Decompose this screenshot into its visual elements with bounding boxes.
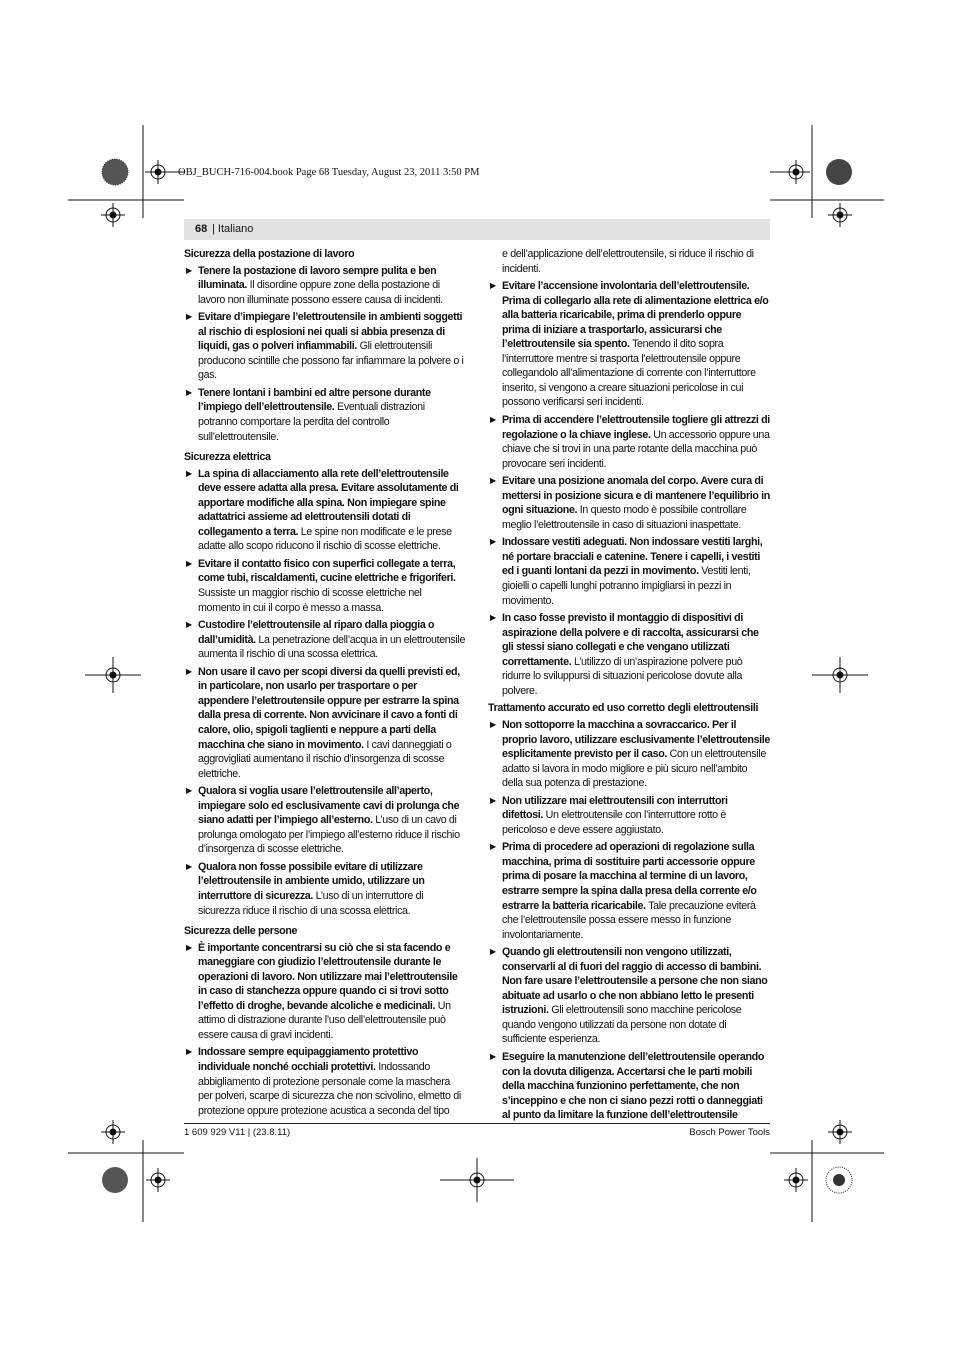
bullet-triangle-icon: ▶ xyxy=(490,795,496,805)
list-item xyxy=(488,535,770,608)
bullet-triangle-icon: ▶ xyxy=(186,387,192,397)
bullet-triangle-icon: ▶ xyxy=(490,842,496,852)
bullet-triangle-icon: ▶ xyxy=(490,281,496,291)
item-text: Sussiste un maggior rischio di scosse elettriche nel momento in cui il corpo è messo a massa. xyxy=(198,587,422,614)
item-bold: Prima di accendere l’elettroutensile togliere gli attrezzi di regolazione o la chiave inglese. xyxy=(502,414,770,441)
continued-text xyxy=(488,247,770,276)
header-language xyxy=(212,223,253,235)
list-item xyxy=(488,945,770,1047)
bullet-triangle-icon: ▶ xyxy=(490,1051,496,1061)
list-item xyxy=(184,467,466,554)
right-column xyxy=(488,247,770,1126)
header-language-text: Italiano xyxy=(217,223,254,235)
item-bold: Qualora non fosse possibile evitare di utilizzare l’elettroutensile in ambiente umido, utilizzare un interruttore di sicurezza. xyxy=(198,860,425,902)
bullet-triangle-icon: ▶ xyxy=(490,476,496,486)
bullet-triangle-icon: ▶ xyxy=(186,666,192,676)
item-text: La penetrazione dell’acqua in un elettroutensile aumenta il rischio di una scossa elettrica. xyxy=(198,633,466,661)
section-title: Sicurezza elettrica xyxy=(184,451,271,464)
footer-brand: Bosch Power Tools xyxy=(689,1127,770,1138)
bullet-triangle-icon: ▶ xyxy=(186,468,192,478)
list-item xyxy=(184,618,466,662)
section-title: Trattamento accurato ed uso corretto degli elettroutensili xyxy=(488,702,759,715)
item-bold: In caso fosse previsto il montaggio di dispositivi di aspirazione della polvere e di raccolta, assicurarsi che gli stessi siano collegati e che vengano utilizzati correttamente. xyxy=(502,612,759,668)
bullet-triangle-icon: ▶ xyxy=(186,312,192,322)
bullet-triangle-icon: ▶ xyxy=(490,719,496,729)
bullet-triangle-icon: ▶ xyxy=(186,265,192,275)
header-separator: | xyxy=(212,223,218,235)
list-item xyxy=(488,413,770,471)
item-bold: Qualora si voglia usare l’elettroutensile all’aperto, impiegare solo ed esclusivamente cavi di prolunga che siano adatti per l’impiego all’esterno. xyxy=(198,785,460,827)
list-item xyxy=(184,784,466,857)
bullet-triangle-icon: ▶ xyxy=(186,942,192,952)
item-bold: Non usare il cavo per scopi diversi da quelli previsti ed, in particolare, non usarlo per trasportare o per appendere l’elettroutensile oppure per estrarre la spina dalla presa di corrente. Non avvicinare il cavo a fonti di calore, olio, spigoli taglienti e neppure a parti della macchina che siano in movimento. xyxy=(198,665,460,751)
item-text: Tenendo il dito sopra l’interruttore mentre si trasporta l’elettroutensile oppure collegandolo all’alimentazione di corrente con l’interruttore inserito, si vengono a creare situazioni pericolose in cui possono verificarsi seri incidenti. xyxy=(502,338,756,409)
list-item xyxy=(488,611,770,698)
item-text: Tale precauzione eviterà che l’elettroutensile possa essere messo in funzione involontariamente. xyxy=(502,899,756,941)
bullet-triangle-icon: ▶ xyxy=(186,1047,192,1057)
item-bold: È importante concentrarsi su ciò che si sta facendo e maneggiare con giudizio l’elettroutensile durante le operazioni di lavoro. Non utilizzare mai l’elettroutensile in caso di stanchezza oppure quando ci si trovi sotto l’effetto di droghe, bevande alcoliche e medicinali. xyxy=(198,941,458,1012)
bullet-triangle-icon: ▶ xyxy=(186,861,192,871)
section-title: Sicurezza delle persone xyxy=(184,925,298,938)
item-text: Eventuali distrazioni potranno comportare la perdita del controllo sull’elettroutensile. xyxy=(198,401,425,443)
item-bold: Evitare il contatto fisico con superfici collegate a terra, come tubi, riscaldamenti, cucine elettriche e frigoriferi. xyxy=(198,557,456,585)
section-title: Sicurezza della postazione di lavoro xyxy=(184,248,355,260)
item-bold: Evitare l’accensione involontaria dell’elettroutensile. Prima di collegarlo alla rete di alimentazione elettrica e/o alla batteria ricaricabile, prima di prenderlo oppure prima di iniziare a trasportarlo, assicurarsi che l’elettroutensile sia spento. xyxy=(502,280,769,351)
item-bold: Evitare una posizione anomala del corpo. Avere cura di mettersi in posizione sicura e di mantenere l’equilibrio in ogni situazione. xyxy=(502,475,770,517)
list-item xyxy=(488,794,770,838)
bullet-triangle-icon: ▶ xyxy=(490,415,496,425)
bullet-triangle-icon: ▶ xyxy=(490,947,496,957)
item-bold: Non sottoporre la macchina a sovraccarico. Per il proprio lavoro, utilizzare esclusivamente l’elettroutensile esplicitamente previsto per il caso. xyxy=(502,718,770,761)
list-item xyxy=(184,665,466,781)
page-number: 68 xyxy=(195,223,208,235)
list-item xyxy=(488,718,770,791)
item-text: L’uso di un interruttore di sicurezza riduce il rischio di una scossa elettrica. xyxy=(198,889,424,917)
item-text: Le spine non modificate e le prese adatte allo scopo riducono il rischio di scosse elettriche. xyxy=(198,525,452,553)
item-text: In questo modo è possibile controllare meglio l’elettroutensile in caso di situazioni inaspettate. xyxy=(502,504,747,531)
item-text: L’uso di un cavo di prolunga omologato per l’impiego all’esterno riduce il rischio d’insorgenza di scosse elettriche. xyxy=(198,814,460,856)
item-bold: Custodire l’elettroutensile al riparo dalla pioggia o dall’umidità. xyxy=(198,619,435,646)
item-text: I cavi danneggiati o aggrovigliati aumentano il rischio d’insorgenza di scosse elettriche. xyxy=(198,738,452,780)
footer-doc-number: 1 609 929 V11 | (23.8.11) xyxy=(184,1127,291,1138)
item-bold: Indossare vestiti adeguati. Non indossare vestiti larghi, né portare bracciali e catenine. Tenere i capelli, i vestiti ed i guanti lontani da pezzi in movimento. xyxy=(502,536,763,578)
item-text: Un attimo di distrazione durante l’uso dell’elettroutensile può essere causa di gravi incidenti. xyxy=(198,999,451,1041)
item-text: Il disordine oppure zone della postazione di lavoro non illuminate possono essere causa di incidenti. xyxy=(198,279,443,306)
item-text: Vestiti lenti, gioielli o capelli lunghi potranno impigliarsi in pezzi in movimento. xyxy=(502,565,751,607)
list-item xyxy=(488,840,770,942)
bullet-triangle-icon: ▶ xyxy=(186,620,192,630)
item-bold: Evitare d’impiegare l’elettroutensile in ambienti soggetti al rischio di esplosioni nei quali si abbia presenza di liquidi, gas o polveri infiammabili. xyxy=(198,311,463,353)
bullet-triangle-icon: ▶ xyxy=(186,558,192,568)
list-item xyxy=(488,279,770,410)
item-text: L’utilizzo di un’aspirazione polvere può ridurre lo sviluppursi di situazioni pericolose dovute alla polvere. xyxy=(502,655,743,697)
item-text: Indossando abbigliamento di protezione personale come la maschera per polveri, scarpe di sicurezza che non scivolino, elmetto di protezione oppure protezione acustica a seconda del tipo xyxy=(198,1060,461,1117)
bullet-triangle-icon: ▶ xyxy=(186,786,192,796)
item-bold: La spina di allacciamento alla rete dell’elettroutensile deve essere adatta alla presa. Evitare assolutamente di apportare modifiche alla spina. Non impiegare spine adattatrici assieme ad elettroutensili dotati di collegamento a terra. xyxy=(198,467,459,538)
item-text: Gli elettroutensili sono macchine pericolose quando vengono utilizzati da persone non dotate di sufficiente esperienza. xyxy=(502,1004,742,1046)
list-item xyxy=(184,941,466,1043)
list-item xyxy=(488,1050,770,1123)
item-bold: Eseguire la manutenzione dell’elettroutensile operando con la dovuta diligenza. Accertarsi che le parti mobili della macchina funzionino perfettamente, che non s’inceppino e che non ci siano pezzi rotti o danneggiati al punto da limitare la funzione dell’elettroutensile xyxy=(502,1050,765,1122)
left-column xyxy=(184,247,466,1121)
print-info: OBJ_BUCH-716-004.book Page 68 Tuesday, August 23, 2011 3:50 PM xyxy=(178,167,480,178)
item-bold: Quando gli elettroutensili non vengono utilizzati, conservarli al di fuori del raggio di accesso di bambini. Non fare usare l’elettroutensile a persone che non siano abituate ad usarlo o che non abbiano letto le presenti istruzioni. xyxy=(502,946,768,1017)
item-text: Gli elettroutensili producono scintille che possono far infiammare la polvere o i gas. xyxy=(198,340,464,382)
bullet-triangle-icon: ▶ xyxy=(490,613,496,623)
item-bold: Tenere lontani i bambini ed altre persone durante l’impiego dell’elettroutensile. xyxy=(198,386,431,414)
list-item xyxy=(184,386,466,444)
footer-rule xyxy=(184,1123,770,1124)
bullet-triangle-icon: ▶ xyxy=(490,537,496,547)
list-item xyxy=(184,310,466,383)
item-text: Con un elettroutensile adatto si lavora in modo migliore e più sicuro nell’ambito della sua potenza di prestazione. xyxy=(502,748,766,790)
item-bold: Tenere la postazione di lavoro sempre pulita e ben illuminata. xyxy=(198,264,437,292)
item-bold: Prima di procedere ad operazioni di regolazione sulla macchina, prima di sostituire parti accessorie oppure prima di posare la macchina al termine di un lavoro, estrarre sempre la spina dalla presa della corrente e/o estrarre la batteria ricaricabile. xyxy=(502,841,757,912)
list-item xyxy=(184,557,466,615)
list-item xyxy=(184,264,466,308)
item-bold: Indossare sempre equipaggiamento protettivo individuale nonché occhiali protettivi. xyxy=(198,1046,419,1073)
list-item xyxy=(488,474,770,532)
item-text: e dell’applicazione dell’elettroutensile, si riduce il rischio di incidenti. xyxy=(502,248,754,275)
page-header xyxy=(184,219,770,240)
item-text: Un accessorio oppure una chiave che si trovi in una parte rotante della macchina può provocare seri incidenti. xyxy=(502,428,770,470)
item-bold: Non utilizzare mai elettroutensili con interruttori difettosi. xyxy=(502,794,728,822)
list-item xyxy=(184,860,466,918)
item-text: Un elettroutensile con l’interruttore rotto è pericoloso e deve essere aggiustato. xyxy=(502,809,726,836)
list-item xyxy=(184,1045,466,1118)
